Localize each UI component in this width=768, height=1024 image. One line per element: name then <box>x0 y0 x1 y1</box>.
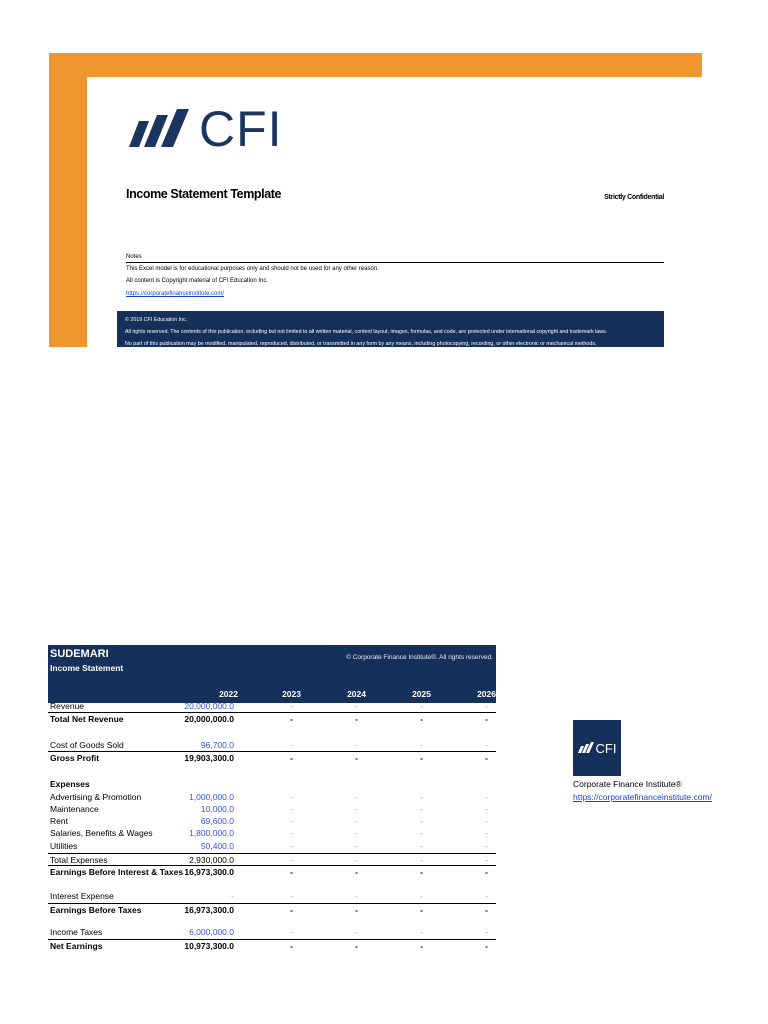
statement-subtitle: Income Statement <box>50 663 124 673</box>
cover-accent-bar-left <box>49 53 87 347</box>
year-header: 2024 <box>347 689 366 699</box>
side-logo-text: CFI <box>595 740 617 756</box>
side-caption: Corporate Finance Institute® <box>573 779 682 789</box>
value-cell[interactable]: - <box>420 855 423 865</box>
row-label: Income Taxes <box>50 927 103 937</box>
row-total-net-revenue <box>48 712 496 724</box>
value-cell[interactable]: - <box>420 804 423 814</box>
value-cell[interactable]: - <box>355 905 358 915</box>
row-label: Earnings Before Taxes <box>50 905 142 915</box>
side-cfi-logo <box>573 720 621 776</box>
row-label: Revenue <box>50 701 85 711</box>
row-label: Total Expenses <box>50 855 108 865</box>
value-cell[interactable]: - <box>420 816 423 826</box>
row-maintenance <box>48 803 496 815</box>
row-label: Gross Profit <box>50 753 100 763</box>
row-ebt <box>48 903 496 915</box>
row-label: Maintenance <box>50 804 99 814</box>
value-cell[interactable]: - <box>420 753 423 763</box>
row-label: Advertising & Promotion <box>50 792 142 802</box>
value-cell[interactable]: - <box>355 855 358 865</box>
value-cell[interactable]: - <box>420 740 423 750</box>
value-cell[interactable]: - <box>355 867 358 877</box>
row-label: Salaries, Benefits & Wages <box>50 828 153 838</box>
value-cell[interactable]: 1,800,000.0 <box>189 828 234 838</box>
value-cell[interactable]: - <box>485 941 488 951</box>
value-cell[interactable]: - <box>485 701 488 711</box>
value-cell[interactable]: - <box>355 714 358 724</box>
year-header: 2022 <box>219 689 238 699</box>
value-cell[interactable]: - <box>290 714 293 724</box>
cfi-website-link[interactable]: https://corporatefinanceinstitute.com/ <box>126 291 225 297</box>
value-cell[interactable]: - <box>485 927 488 937</box>
row-salaries <box>48 827 496 839</box>
value-cell[interactable]: - <box>290 841 293 851</box>
value-cell[interactable]: - <box>290 855 293 865</box>
value-cell[interactable]: - <box>355 740 358 750</box>
value-cell[interactable]: 50,400.0 <box>200 841 234 851</box>
value-cell[interactable]: 20,000,000.0 <box>184 714 234 724</box>
value-cell[interactable]: - <box>420 828 423 838</box>
side-website-link[interactable]: https://corporatefinanceinstitute.com/ <box>573 792 712 802</box>
rights-notice: © Corporate Finance Institute®. All rights reserved. <box>346 654 493 661</box>
value-cell[interactable]: - <box>420 867 423 877</box>
value-cell[interactable]: - <box>485 816 488 826</box>
value-cell[interactable]: 19,903,300.0 <box>184 753 234 763</box>
value-cell[interactable]: - <box>231 891 234 901</box>
value-cell[interactable]: - <box>355 927 358 937</box>
value-cell[interactable]: - <box>420 701 423 711</box>
value-cell[interactable]: - <box>290 927 293 937</box>
value-cell[interactable]: 2,930,000.0 <box>189 855 234 865</box>
notes-line: All content is Copyright material of CFI Education Inc. <box>126 278 269 284</box>
value-cell[interactable]: - <box>355 841 358 851</box>
row-label: Utilities <box>50 841 78 851</box>
value-cell[interactable]: - <box>290 804 293 814</box>
row-expenses-heading <box>48 778 496 790</box>
value-cell[interactable]: - <box>420 841 423 851</box>
value-cell[interactable]: - <box>420 927 423 937</box>
value-cell[interactable]: 16,973,300.0 <box>184 867 234 877</box>
company-name: SUDEMARI <box>50 648 109 660</box>
section-heading: Expenses <box>50 779 90 789</box>
value-cell[interactable]: - <box>290 891 293 901</box>
value-cell[interactable]: 1,000,000.0 <box>189 792 234 802</box>
cover-title: Income Statement Template <box>126 187 282 201</box>
cfi-stripes-icon <box>578 742 594 754</box>
value-cell[interactable]: 10,000.0 <box>200 804 234 814</box>
value-cell[interactable]: - <box>355 792 358 802</box>
row-utilities <box>48 840 496 852</box>
copyright-line: © 2019 CFI Education Inc. <box>125 317 188 323</box>
row-income-taxes <box>48 926 496 938</box>
value-cell[interactable]: 10,973,300.0 <box>184 941 234 951</box>
row-rent <box>48 815 496 827</box>
value-cell[interactable]: 6,000,000.0 <box>189 927 234 937</box>
value-cell[interactable]: - <box>355 753 358 763</box>
value-cell[interactable]: - <box>290 941 293 951</box>
value-cell[interactable]: - <box>420 891 423 901</box>
value-cell[interactable]: - <box>420 905 423 915</box>
value-cell[interactable]: - <box>485 828 488 838</box>
row-advertising <box>48 791 496 803</box>
value-cell[interactable]: - <box>485 804 488 814</box>
year-header: 2023 <box>282 689 301 699</box>
value-cell[interactable]: - <box>290 905 293 915</box>
value-cell[interactable]: - <box>355 828 358 838</box>
value-cell[interactable]: - <box>355 891 358 901</box>
value-cell[interactable]: - <box>485 855 488 865</box>
row-cogs <box>48 739 496 751</box>
cfi-stripes-icon <box>127 109 193 149</box>
notes-line: This Excel model is for educational purposes only and should not be used for any other reason. <box>126 266 379 272</box>
row-interest <box>48 890 496 902</box>
notes-heading: Notes <box>126 254 664 263</box>
value-cell[interactable]: - <box>420 792 423 802</box>
row-net-earnings <box>48 939 496 951</box>
value-cell[interactable]: - <box>485 753 488 763</box>
value-cell[interactable]: - <box>290 867 293 877</box>
value-cell[interactable]: 69,600.0 <box>200 816 234 826</box>
row-label: Cost of Goods Sold <box>50 740 124 750</box>
row-label: Earnings Before Interest & Taxes <box>50 867 184 877</box>
confidential-label: Strictly Confidential <box>604 194 664 201</box>
year-header: 2025 <box>412 689 431 699</box>
copyright-line: No part of this publication may be modified, manipulated, reproduced, distributed, or transmitted in any form by any means, including photocopying, recording, or other electronic or mechanical methods, <box>125 341 597 347</box>
row-label: Interest Expense <box>50 891 114 901</box>
value-cell[interactable]: - <box>485 891 488 901</box>
row-label: Rent <box>50 816 68 826</box>
copyright-line: All rights reserved. The contents of this publication, including but not limited to all written material, content layout, images, formulas, and code, are protected under international copyright and trademark laws. <box>125 329 608 335</box>
value-cell[interactable]: 96,700.0 <box>200 740 234 750</box>
row-gross-profit <box>48 751 496 763</box>
value-cell[interactable]: 20,000,000.0 <box>184 701 234 711</box>
value-cell[interactable]: - <box>485 740 488 750</box>
value-cell[interactable]: - <box>485 792 488 802</box>
row-total-expenses <box>48 853 496 865</box>
value-cell[interactable]: - <box>290 828 293 838</box>
value-cell[interactable]: - <box>420 941 423 951</box>
value-cell[interactable]: - <box>355 804 358 814</box>
value-cell[interactable]: - <box>355 941 358 951</box>
value-cell[interactable]: - <box>485 841 488 851</box>
row-label: Total Net Revenue <box>50 714 124 724</box>
row-revenue <box>48 700 496 712</box>
cfi-logo <box>127 101 283 157</box>
value-cell[interactable]: - <box>485 905 488 915</box>
value-cell[interactable]: 16,973,300.0 <box>184 905 234 915</box>
value-cell[interactable]: - <box>485 867 488 877</box>
cover-accent-bar-top <box>49 53 702 77</box>
year-header: 2026 <box>477 689 496 699</box>
value-cell[interactable]: - <box>290 816 293 826</box>
cfi-logo-text: CFI <box>199 101 283 157</box>
statement-header <box>48 645 496 703</box>
value-cell[interactable]: - <box>355 816 358 826</box>
value-cell[interactable]: - <box>290 740 293 750</box>
value-cell[interactable]: - <box>420 714 423 724</box>
value-cell[interactable]: - <box>290 701 293 711</box>
value-cell[interactable]: - <box>355 701 358 711</box>
row-label: Net Earnings <box>50 941 103 951</box>
value-cell[interactable]: - <box>290 753 293 763</box>
value-cell[interactable]: - <box>290 792 293 802</box>
row-ebit <box>48 865 496 877</box>
copyright-box <box>117 311 664 347</box>
value-cell[interactable]: - <box>485 714 488 724</box>
